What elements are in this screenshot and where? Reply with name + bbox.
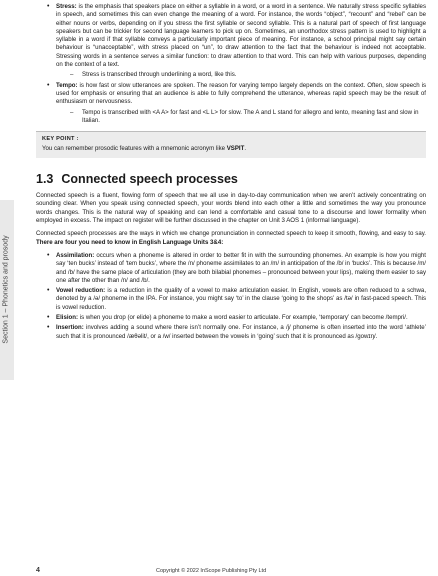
key-point-acronym: VSPIT xyxy=(226,145,245,153)
section-number: 1.3 xyxy=(36,172,54,187)
sub-list-item xyxy=(36,109,426,126)
page-content xyxy=(36,0,426,343)
bullet-icon: • xyxy=(47,3,50,10)
section-side-label: Section 1 – Phonetics and prosody xyxy=(2,235,10,344)
stress-description: is the emphasis that speakers place on either a syllable in a word, or a word in a sentence. We naturally stress specific syllables in speech, and sometimes this can even change the meaning of a word. For instance, the words “object”, “recount” and “rebel” can be either nouns or verbs, depending on if you stress the first syllable or second syllable. This is a natural part of speech of first language speakers but can be trickier for second language learners to pick up on. Sometimes, an unorthodox stress pattern is used to highlight a syllable in a word if that syllable conveys a particularly important piece of meaning. For instance, a school principal might say certain behaviour is “unacceptable”, with stress placed on “un”, to draw attention to the fact that the behaviour is indeed not acceptable. Stressing words in a sentence serves a similar function: to draw attention to that word. This can help with various purposes, depending on the context of a text. xyxy=(56,3,426,69)
key-point-text xyxy=(42,145,420,153)
copyright-notice: Copyright © 2022 InScope Publishing Pty Ltd xyxy=(156,568,267,574)
elision-description: is when you drop (or elide) a phoneme to make a word easier to articulate. For example, ‘temporary’ can become /tempri/. xyxy=(79,314,408,322)
term-assimilation: Assimilation: xyxy=(56,251,95,259)
paragraph: Connected speech is a fluent, flowing form of speech that we all use in day-to-day communication when we aren’t actively concentrating on sounding clear. When you speak using connected speech, your words blend into each other a little and sometimes the way you pronounce words changes. This is the natural way of speaking and can lend a comfortable and casual tone to a discourse and lower formality when employed in excess. The impact on register will be further discussed in the chapter on Unit 3 AOS 1 (informal language). xyxy=(36,192,426,225)
key-point-box xyxy=(36,131,426,158)
key-point-title: KEY POINT : xyxy=(42,136,79,143)
sub-list-item xyxy=(36,71,426,79)
key-point-text-lead: You can remember prosodic features with a mnemonic acronym like xyxy=(42,145,227,153)
list-item xyxy=(36,3,426,69)
paragraph-text: Connected speech processes are the ways in which we change pronunciation in connected speech to keep it smooth, flowing, and easy to say. xyxy=(36,230,426,238)
assimilation-description: occurs when a phoneme is altered in order to better fit in with the surrounding phonemes. An example is how you might say ‘ten bucks’ instead of ‘tem bucks’, where the /n/ phoneme assimilates to an /m/ in anticipation of the /b/ in ‘bucks’. This is because /m/ and /b/ have the same place of articulation (they are both bilabial phonemes – pronounced between your lips), making them easier to say one after the other than /n/ and /b/. xyxy=(56,251,426,284)
tempo-description: is how fast or slow utterances are spoken. The reason for varying tempo largely depends on the context. Often, slow speech is used for emphasis or ensuring that an audience is able to fully comprehend the utterance, whereas rapid speech may be the result of enthusiasm or nervousness. xyxy=(56,81,426,106)
paragraph xyxy=(36,230,426,247)
term-tempo: Tempo: xyxy=(56,81,78,89)
list-item xyxy=(36,252,426,285)
section-title: Connected speech processes xyxy=(61,172,238,187)
dash-icon: – xyxy=(70,71,74,79)
bullet-icon: • xyxy=(47,324,50,332)
dash-icon: – xyxy=(70,108,74,116)
tempo-transcription-note: Tempo is transcribed with <A A> for fast and <L L> for slow. The A and L stand for allegro and lento, meaning fast and slow in Italian. xyxy=(82,108,419,124)
bullet-icon: • xyxy=(47,251,50,259)
page-number: 4 xyxy=(36,567,40,574)
bullet-icon: • xyxy=(47,314,50,322)
list-item xyxy=(36,287,426,312)
stress-transcription-note: Stress is transcribed through underlining a word, like this. xyxy=(82,71,237,79)
key-point-text-end: . xyxy=(244,145,247,153)
insertion-description: involves adding a sound where there isn’t normally one. For instance, a /j/ phoneme is often inserted into the word ‘athlete’ such that it is pronounced /æθəlit/, or a /w/ inserted between the vowels in ‘going’ such that it is pronounced as /gowɪŋ/. xyxy=(56,324,426,340)
list-item xyxy=(36,82,426,107)
list-item xyxy=(36,314,426,322)
section-heading xyxy=(36,172,426,186)
paragraph-bold-text: There are four you need to know in English Language Units 3&4: xyxy=(36,238,224,246)
term-elision: Elision: xyxy=(56,314,79,322)
term-stress: Stress: xyxy=(56,3,77,10)
bullet-icon: • xyxy=(47,287,50,295)
processes-bullet-list xyxy=(36,252,426,341)
vowel-reduction-description: is a reduction in the quality of a vowel to make articulation easier. In English, vowels are often reduced to a schwa, denoted by a /ə/ phoneme in the IPA. For instance, you might say ‘to’ in the clause ‘going to the shops’ as /tə/ in fast-paced speech. This is vowel reduction. xyxy=(56,287,427,311)
bullet-icon: • xyxy=(47,81,50,89)
list-item xyxy=(36,324,426,341)
term-insertion: Insertion: xyxy=(56,324,84,332)
term-vowel-reduction: Vowel reduction: xyxy=(56,287,106,295)
prosody-bullet-list xyxy=(36,3,426,125)
